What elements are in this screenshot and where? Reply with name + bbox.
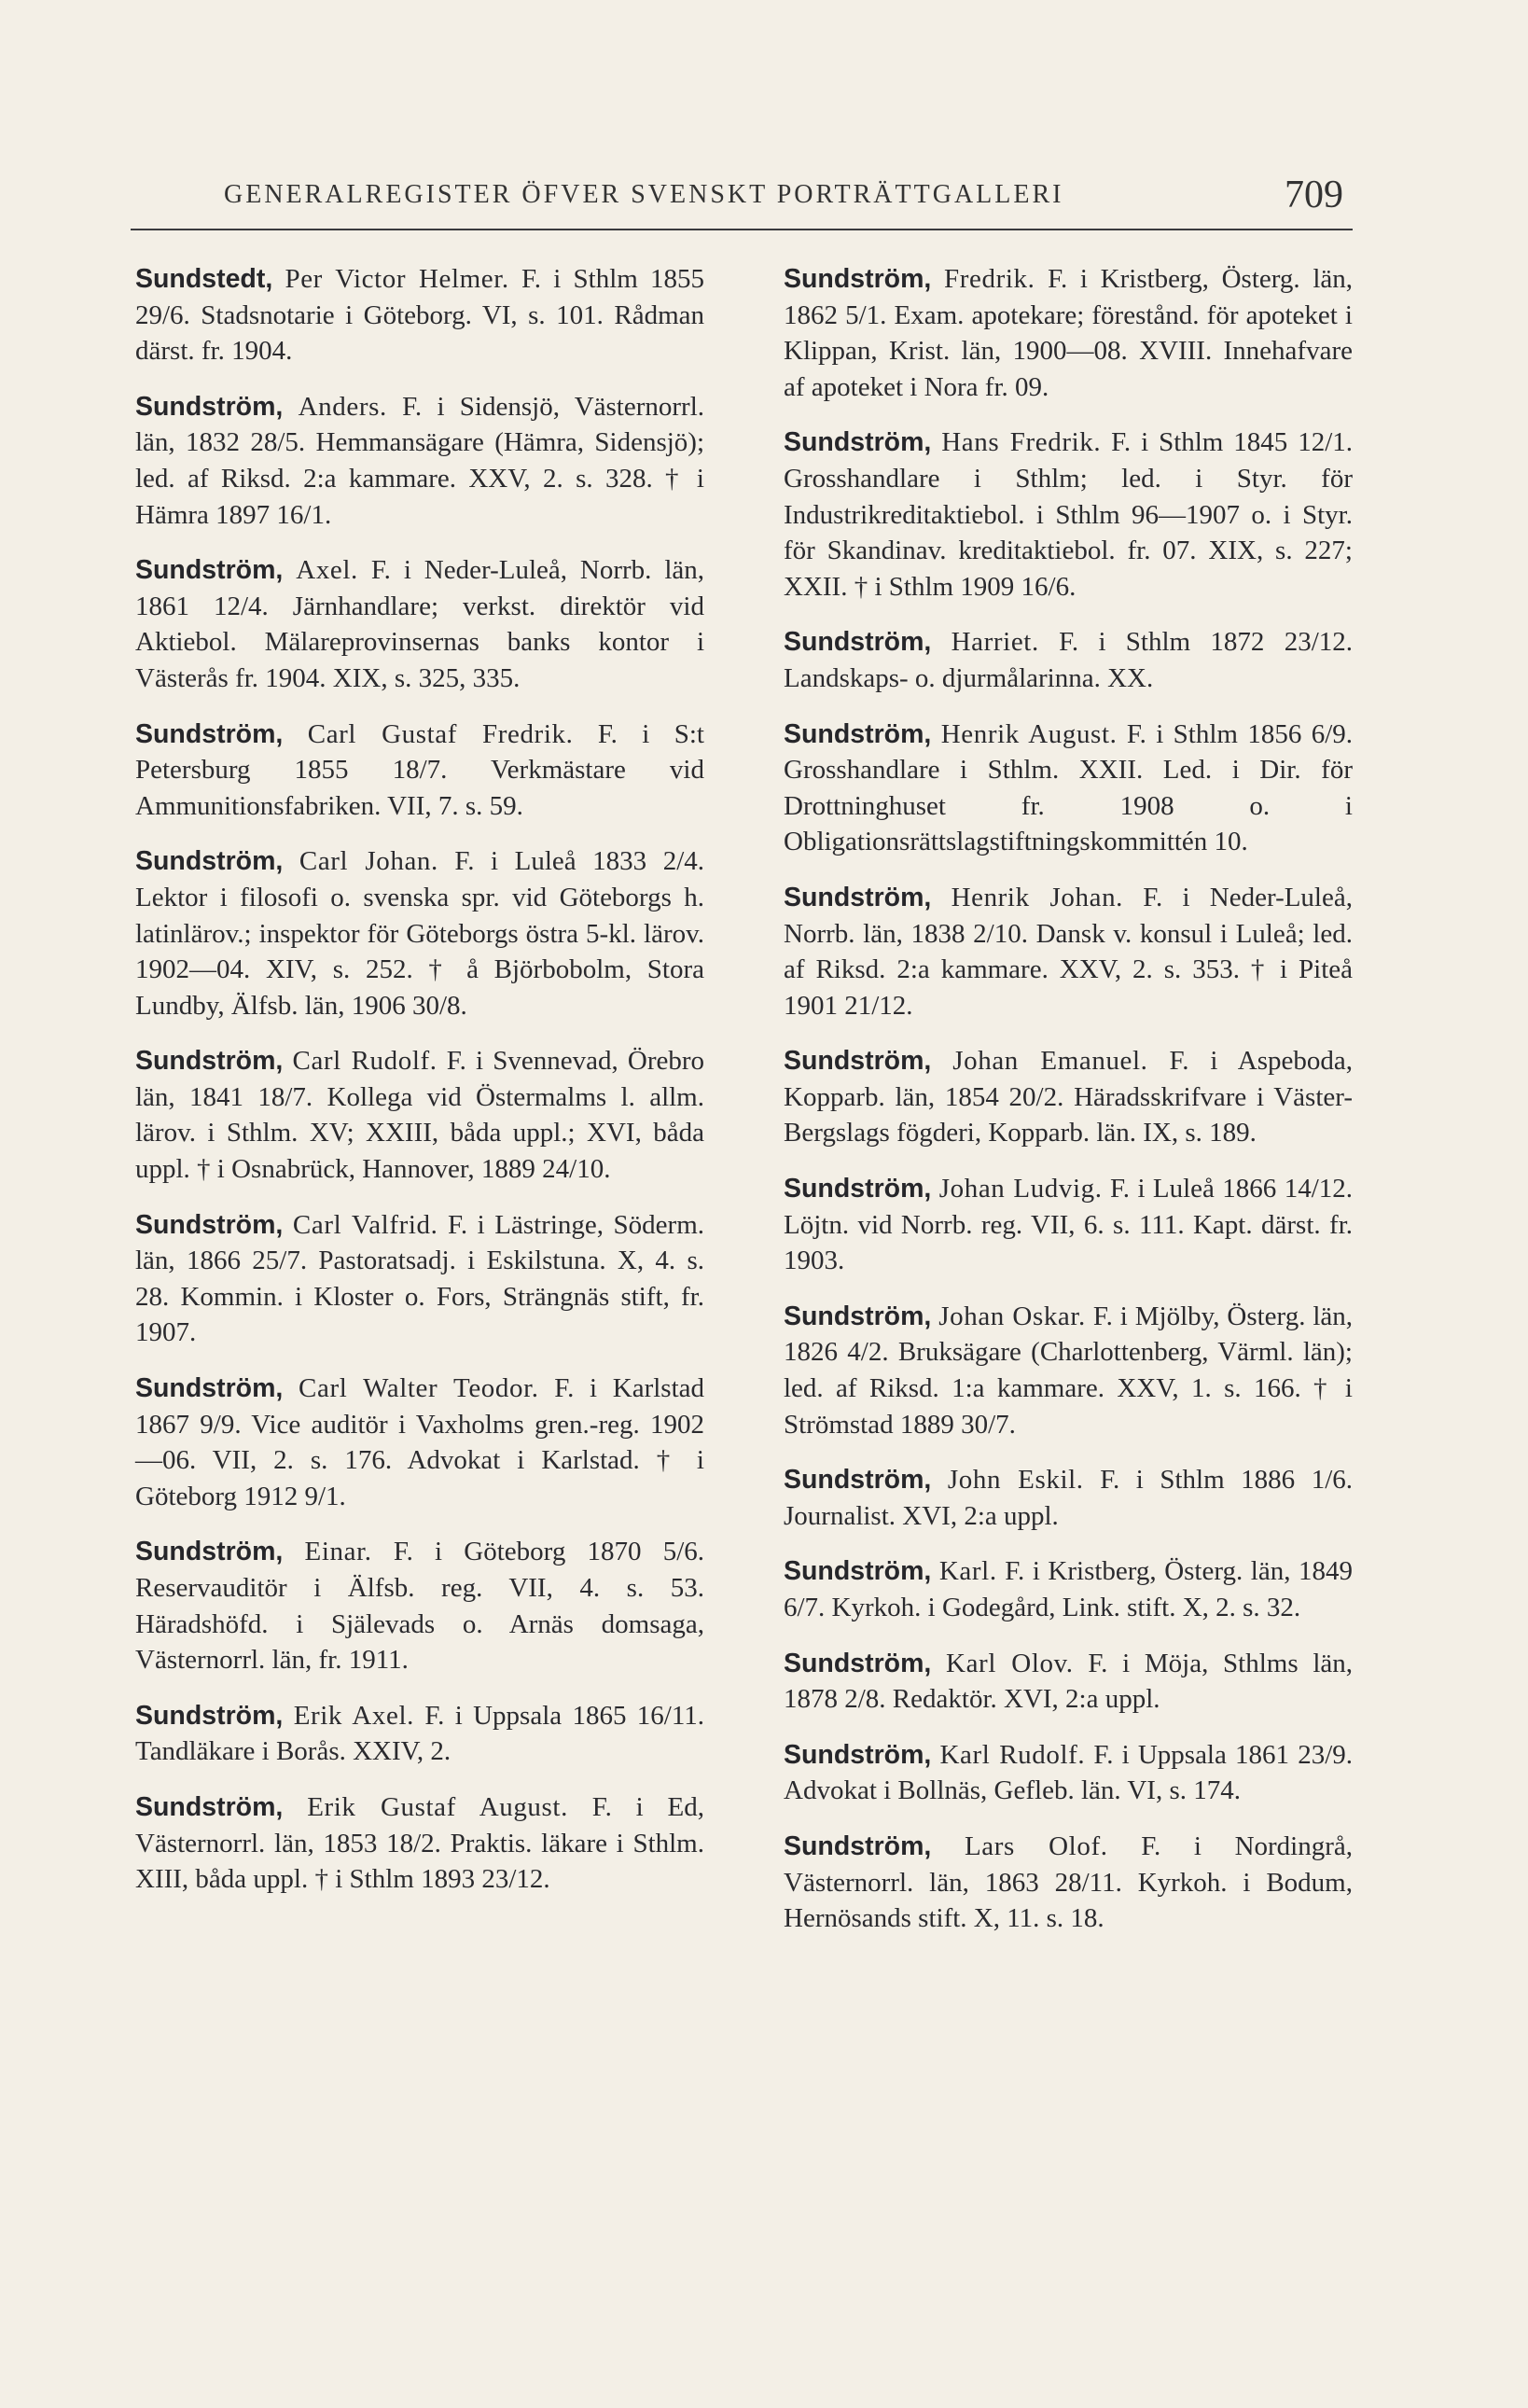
entry-surname: Sundström, (135, 555, 284, 586)
entry-surname: Sundström, (135, 1700, 284, 1731)
entry-details: F. i Ed, Västernorrl. län, 1853 18/2. Praktis. läkare i Sthlm. XIII, båda uppl. † i Sthlm 1893 23/12. (135, 1791, 705, 1895)
register-entry (135, 1698, 704, 1770)
entry-surname: Sundstedt, (135, 264, 273, 294)
entry-details: F. i Mjölby, Österg. län, 1826 4/2. Bruksägare (Charlottenberg, Värml. län); led. af Riksd. 1:a kammare. XXV, 1. s. 166. † i Strömstad 1889 30/7. (784, 1301, 1354, 1440)
page-header (131, 173, 1353, 230)
entry-details: F. i Sthlm 1872 23/12. Landskaps- o. djurmålarinna. XX. (784, 627, 1353, 693)
register-entry (135, 1789, 704, 1898)
entry-surname: Sundström, (784, 1648, 932, 1678)
entry-given-names: Carl Rudolf. (292, 1046, 438, 1077)
entry-given-names: John Eskil. (947, 1465, 1084, 1496)
register-entry (784, 1462, 1353, 1534)
entry-details: F. i Neder-Luleå, Norrb. län, 1838 2/10. Dansk v. konsul i Luleå; led. af Riksd. 2:a kammare. XXV, 2. s. 353. † i Piteå 1901 21/12. (784, 882, 1353, 1021)
entry-surname: Sundström, (784, 1174, 932, 1204)
entry-details: F. i S:t Petersburg 1855 18/7. Verkmästare vid Ammunitionsfabriken. VII, 7. s. 59. (135, 718, 704, 821)
left-column (135, 261, 704, 1917)
register-entry (135, 1534, 704, 1677)
register-entry (135, 843, 704, 1023)
entry-details: F. i Svennevad, Örebro län, 1841 18/7. Kollega vid Östermalms l. allm. lärov. i Sthlm. XV; XXIII, båda uppl.; XVI, båda uppl. † i Osnabrück, Hannover, 1889 24/10. (135, 1046, 705, 1185)
entry-details: F. i Sthlm 1856 6/9. Grosshandlare i Sthlm. XXII. Led. i Dir. för Drottninghuset fr. 1908 o. i Obligationsrättslagstiftningskommittén 10. (784, 718, 1354, 857)
register-entry (784, 880, 1353, 1023)
register-entry (135, 552, 704, 696)
entry-surname: Sundström, (784, 627, 932, 658)
entry-details: F. i Kristberg, Österg. län, 1862 5/1. Exam. apotekare; förestånd. för apoteket i Klippan, Krist. län, 1900—08. XVIII. Innehafvare af apoteket i Nora fr. 09. (784, 264, 1354, 402)
entry-given-names: Karl. (938, 1556, 997, 1587)
entry-details: F. i Sthlm 1886 1/6. Journalist. XVI, 2:a uppl. (784, 1465, 1354, 1531)
entry-given-names: Carl Gustaf Fredrik. (307, 718, 574, 749)
register-entry (784, 261, 1353, 405)
register-entry (784, 1171, 1353, 1279)
entry-surname: Sundström, (784, 718, 932, 749)
entry-given-names: Karl Rudolf. (939, 1739, 1086, 1770)
register-entry (784, 1043, 1353, 1151)
entry-surname: Sundström, (135, 391, 284, 422)
register-entry (784, 1737, 1353, 1809)
entry-surname: Sundström, (784, 1830, 932, 1861)
entry-given-names: Fredrik. (944, 264, 1035, 294)
register-entry (784, 717, 1353, 860)
entry-given-names: Lars Olof. (964, 1830, 1108, 1861)
entry-given-names: Carl Walter Teodor. (299, 1373, 539, 1404)
register-entry (135, 1207, 704, 1351)
entry-details: F. i Karlstad 1867 9/9. Vice auditör i Vaxholms gren.-reg. 1902—06. VII, 2. s. 176. Advokat i Karlstad. † i Göteborg 1912 9/1. (135, 1373, 705, 1511)
page-number: 709 (1285, 174, 1343, 216)
register-entry (135, 717, 704, 825)
entry-given-names: Johan Oskar. (938, 1301, 1086, 1331)
entry-given-names: Harriet. (951, 627, 1039, 658)
entry-given-names: Hans Fredrik. (941, 427, 1102, 458)
entry-details: F. i Uppsala 1865 16/11. Tandläkare i Borås. XXIV, 2. (135, 1700, 705, 1767)
entry-given-names: Erik Gustaf August. (307, 1791, 568, 1822)
entry-given-names: Per Victor Helmer. (285, 264, 509, 294)
entry-details: F. i Kristberg, Österg. län, 1849 6/7. Kyrkoh. i Godegård, Link. stift. X, 2. s. 32. (784, 1556, 1354, 1622)
entry-given-names: Erik Axel. (293, 1700, 414, 1731)
entry-surname: Sundström, (135, 1046, 284, 1077)
register-entry (784, 1829, 1353, 1937)
entry-given-names: Johan Ludvig. (938, 1174, 1103, 1204)
entry-details: F. i Luleå 1833 2/4. Lektor i filosofi o. svenska spr. vid Göteborgs h. latinlärov.; inspektor för Göteborgs östra 5-kl. lärov. 1902—04. XIV, s. 252. † å Björbobolm, Stora Lundby, Älfsb. län, 1906 30/8. (135, 846, 705, 1021)
register-entry (135, 1043, 704, 1187)
entry-surname: Sundström, (784, 264, 932, 294)
entry-surname: Sundström, (135, 1209, 284, 1240)
entry-surname: Sundström, (784, 1046, 932, 1077)
entry-details: F. i Lästringe, Söderm. län, 1866 25/7. Pastoratsadj. i Eskilstuna. X, 4. s. 28. Kommin. i Kloster o. Fors, Strängnäs stift, fr. 1907. (135, 1209, 705, 1348)
entry-details: F. i Sthlm 1845 12/1. Grosshandlare i Sthlm; led. i Styr. för Industrikreditaktiebol. i Sthlm 96—1907 o. i Styr. för Skandinav. kreditaktiebol. fr. 07. XIX, s. 227; XXII. † i Sthlm 1909 16/6. (784, 427, 1353, 602)
entry-details: F. i Möja, Sthlms län, 1878 2/8. Redaktör. XVI, 2:a uppl. (784, 1648, 1354, 1715)
entry-given-names: Carl Valfrid. (292, 1209, 438, 1240)
entry-surname: Sundström, (135, 718, 284, 749)
entry-details: F. i Uppsala 1861 23/9. Advokat i Bollnäs, Gefleb. län. VI, s. 174. (784, 1739, 1354, 1806)
entry-given-names: Johan Emanuel. (952, 1046, 1148, 1077)
entry-details: F. i Aspeboda, Kopparb. län, 1854 20/2. Häradsskrifvare i Väster-Bergslags fögderi, Kopparb. län. IX, s. 189. (784, 1046, 1353, 1148)
register-entry (135, 1371, 704, 1514)
register-entry (135, 261, 704, 369)
entry-surname: Sundström, (135, 1537, 284, 1567)
entry-surname: Sundström, (135, 846, 284, 877)
entry-given-names: Karl Olov. (946, 1648, 1074, 1678)
entry-given-names: Einar. (304, 1537, 372, 1567)
entry-given-names: Anders. (298, 391, 387, 422)
register-entry (784, 1646, 1353, 1718)
right-column (784, 261, 1353, 1956)
register-entry (135, 389, 704, 533)
running-title: GENERALREGISTER ÖFVER SVENSKT PORTRÄTTGALLERI (224, 180, 1064, 209)
entry-details: F. i Neder-Luleå, Norrb. län, 1861 12/4. Järnhandlare; verkst. direktör vid Aktiebol. Mälareprovinsernas banks kontor i Västerås fr. 1904. XIX, s. 325, 335. (135, 555, 705, 693)
entry-details: F. i Sidensjö, Västernorrl. län, 1832 28/5. Hemmansägare (Hämra, Sidensjö); led. af Riksd. 2:a kammare. XXV, 2. s. 328. † i Hämra 1897 16/1. (135, 391, 705, 530)
entry-surname: Sundström, (784, 427, 932, 458)
entry-surname: Sundström, (784, 1556, 932, 1587)
entry-details: F. i Sthlm 1855 29/6. Stadsnotarie i Göteborg. VI, s. 101. Rådman därst. fr. 1904. (135, 264, 705, 367)
entry-surname: Sundström, (784, 1301, 932, 1331)
entry-details: F. i Göteborg 1870 5/6. Reservauditör i Älfsb. reg. VII, 4. s. 53. Häradshöfd. i Själevads o. Arnäs domsaga, Västernorrl. län, fr. 1911. (135, 1537, 705, 1676)
entry-details: F. i Luleå 1866 14/12. Löjtn. vid Norrb. reg. VII, 6. s. 111. Kapt. därst. fr. 1903. (784, 1174, 1353, 1276)
entry-surname: Sundström, (135, 1373, 284, 1404)
entry-given-names: Carl Johan. (299, 846, 438, 877)
register-entry (784, 425, 1353, 605)
entry-details: F. i Nordingrå, Västernorrl. län, 1863 28/11. Kyrkoh. i Bodum, Hernösands stift. X, 11. s. 18. (784, 1830, 1354, 1934)
register-entry (784, 1553, 1353, 1625)
register-entry (784, 624, 1353, 696)
entry-given-names: Axel. (296, 555, 358, 586)
entry-given-names: Henrik August. (940, 718, 1118, 749)
entry-surname: Sundström, (135, 1791, 284, 1822)
entry-surname: Sundström, (784, 1739, 932, 1770)
entry-given-names: Henrik Johan. (951, 882, 1124, 912)
entry-surname: Sundström, (784, 882, 932, 912)
entry-surname: Sundström, (784, 1465, 932, 1496)
register-entry (784, 1299, 1353, 1442)
